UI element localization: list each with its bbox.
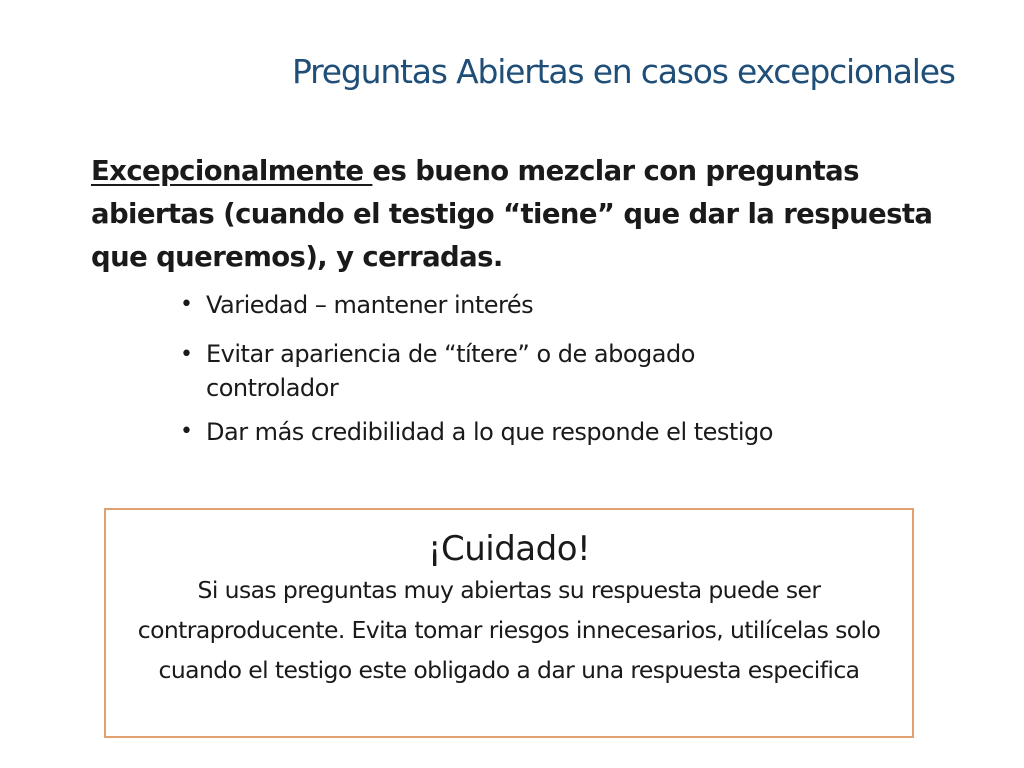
warning-title: ¡Cuidado!: [427, 529, 591, 569]
bullet-icon: •: [180, 419, 193, 444]
bullet-text: Dar más credibilidad a lo que responde el testigo: [206, 418, 773, 446]
list-item: [180, 287, 920, 323]
intro-paragraph: [91, 150, 971, 279]
list-item: [180, 414, 920, 450]
bullet-text: Variedad – mantener interés: [206, 291, 534, 319]
bullet-icon: •: [180, 292, 193, 317]
intro-emphasis: Excepcionalmente: [91, 155, 373, 187]
bullet-icon: •: [180, 342, 193, 367]
warning-text: Si usas preguntas muy abiertas su respuesta puede ser contraproducente. Evita tomar riesgos innecesarios, utilícelas solo cuando el testigo este obligado a dar una respuesta especifica: [137, 576, 881, 684]
bullet-list: [180, 287, 920, 450]
intro-text: es bueno mezclar con preguntas abiertas (cuando el testigo “tiene” que dar la respuesta que queremos), y cerradas.: [91, 155, 933, 273]
bullet-text: Evitar apariencia de “títere” o de abogado controlador: [206, 340, 695, 402]
warning-box: [104, 508, 914, 738]
slide-title: Preguntas Abiertas en casos excepcionales: [292, 52, 955, 91]
list-item: [180, 337, 920, 406]
